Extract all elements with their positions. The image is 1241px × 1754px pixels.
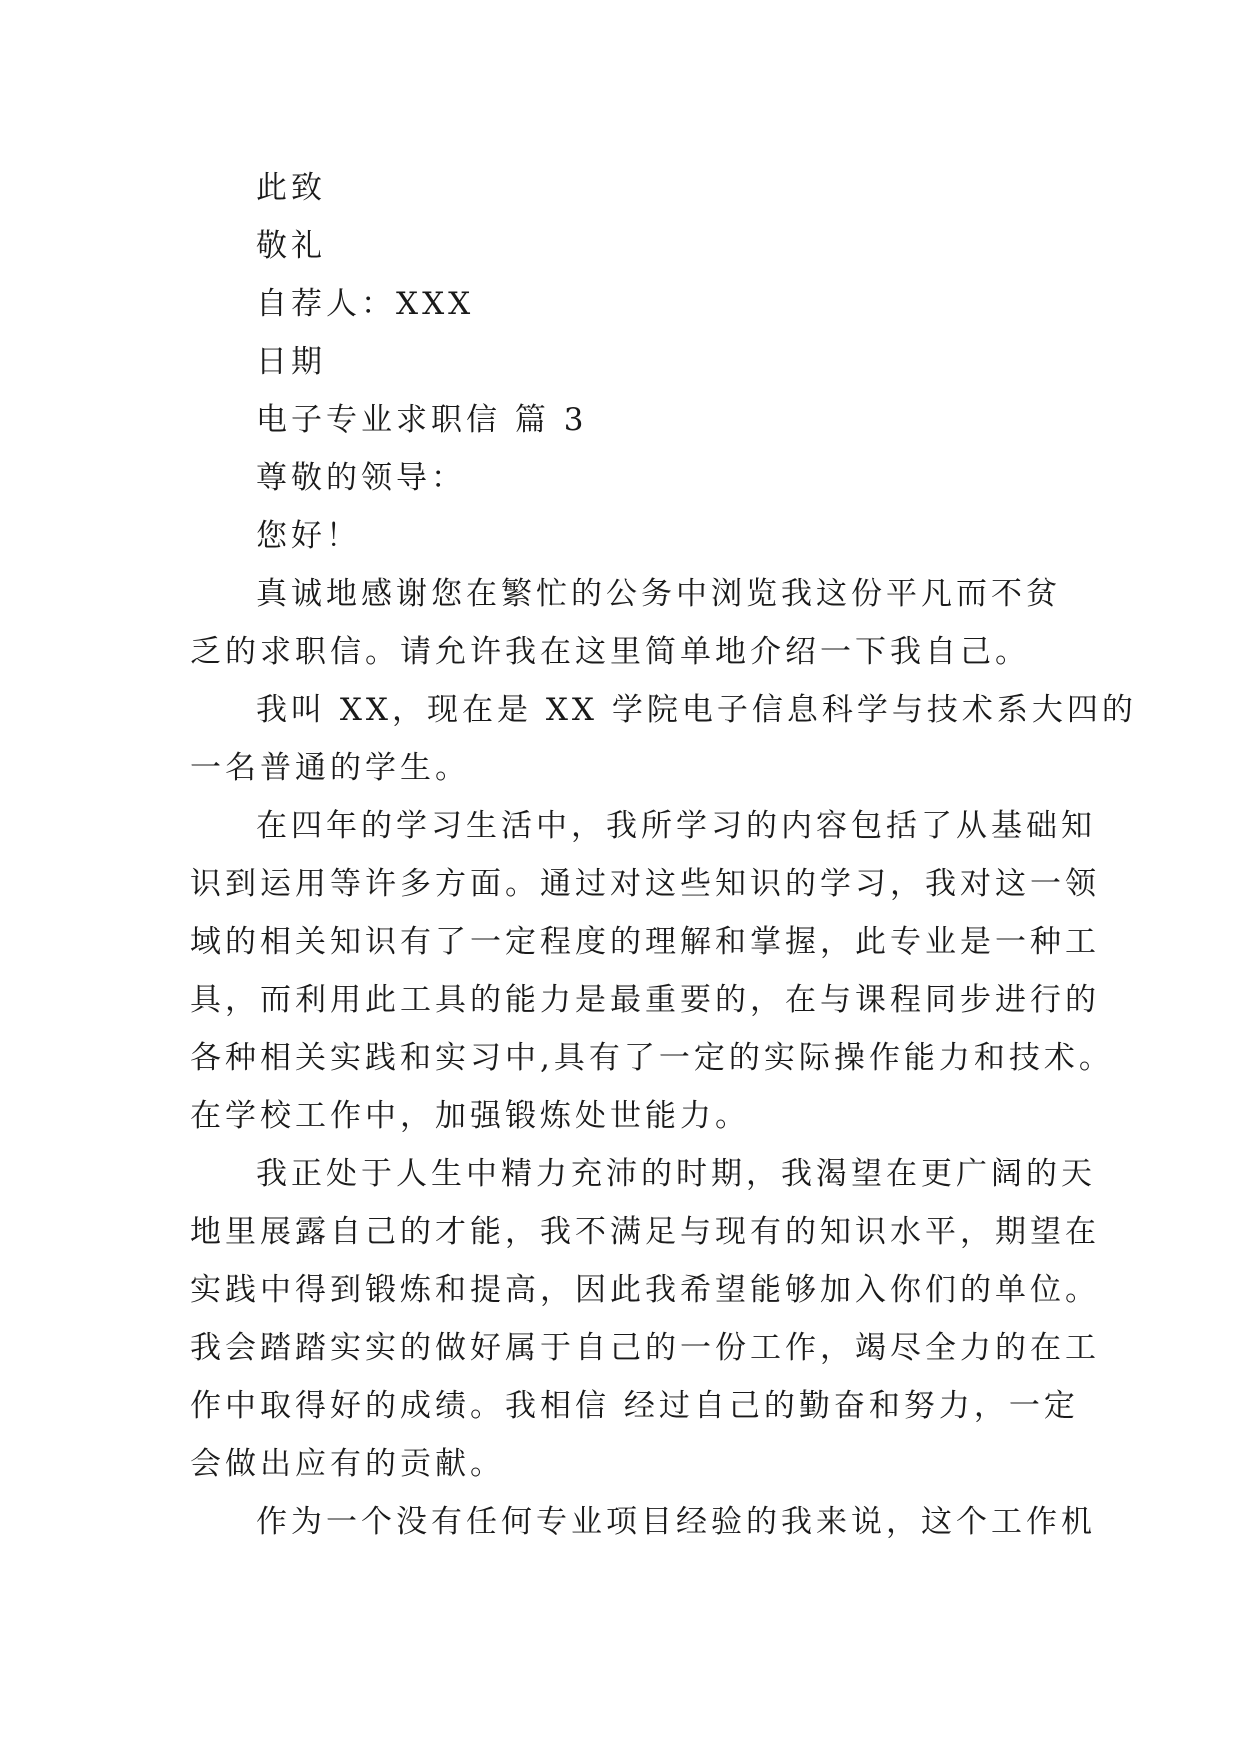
text-line: 乏的求职信。请允许我在这里简单地介绍一下我自己。 (190, 634, 1030, 670)
text-line: 在四年的学习生活中，我所学习的内容包括了从基础知 (256, 808, 1096, 844)
text-line: 敬礼 (256, 228, 326, 264)
text-line: 我叫 XX，现在是 XX 学院电子信息科学与技术系大四的 (256, 692, 1137, 728)
text-line: 此致 (256, 170, 326, 206)
text-line: 各种相关实践和实习中,具有了一定的实际操作能力和技术。 (190, 1040, 1114, 1076)
text-line: 作中取得好的成绩。我相信 经过自己的勤奋和努力，一定 (190, 1388, 1079, 1424)
text-line: 我会踏踏实实的做好属于自己的一份工作，竭尽全力的在工 (190, 1330, 1100, 1366)
text-line: 真诚地感谢您在繁忙的公务中浏览我这份平凡而不贫 (256, 576, 1061, 612)
text-line: 会做出应有的贡献。 (190, 1446, 505, 1482)
text-line: 自荐人：XXX (256, 286, 475, 322)
text-line: 一名普通的学生。 (190, 750, 470, 786)
text-line: 域的相关知识有了一定程度的理解和掌握，此专业是一种工 (190, 924, 1100, 960)
text-line: 尊敬的领导： (256, 460, 466, 496)
text-line: 实践中得到锻炼和提高，因此我希望能够加入你们的单位。 (190, 1272, 1100, 1308)
text-line: 识到运用等许多方面。通过对这些知识的学习，我对这一领 (190, 866, 1100, 902)
text-line: 作为一个没有任何专业项目经验的我来说，这个工作机 (256, 1504, 1096, 1540)
text-line: 您好！ (256, 518, 361, 554)
text-line: 电子专业求职信 篇 3 (256, 402, 588, 438)
text-line: 地里展露自己的才能，我不满足与现有的知识水平，期望在 (190, 1214, 1100, 1250)
text-line: 在学校工作中，加强锻炼处世能力。 (190, 1098, 750, 1134)
text-line: 我正处于人生中精力充沛的时期，我渴望在更广阔的天 (256, 1156, 1096, 1192)
letter-body (190, 159, 1137, 1551)
text-line: 具，而利用此工具的能力是最重要的，在与课程同步进行的 (190, 982, 1100, 1018)
text-line: 日期 (256, 344, 326, 380)
